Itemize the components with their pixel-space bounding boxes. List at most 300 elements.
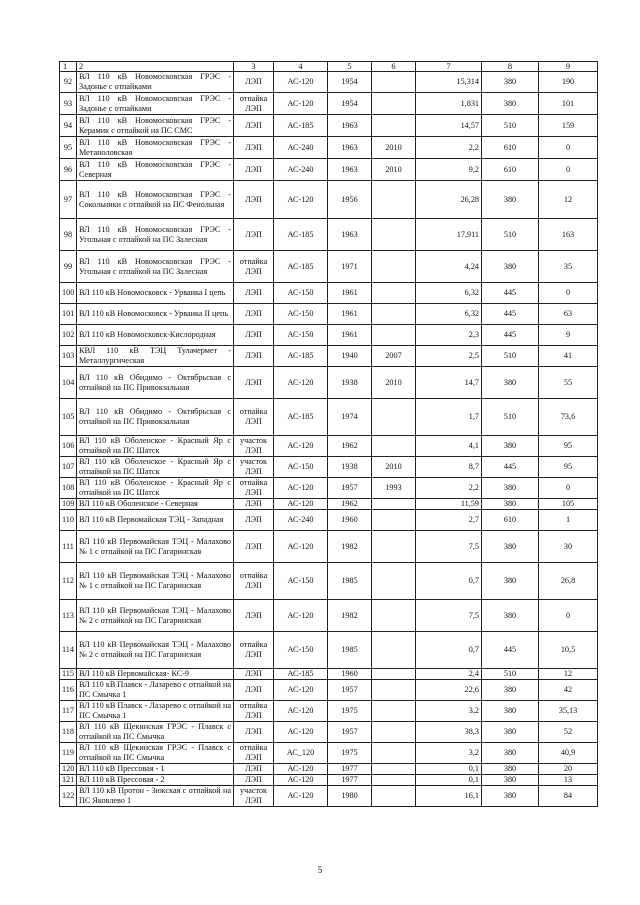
row-number-cell: 102 [60, 325, 77, 346]
year-rebuilt-cell [372, 722, 416, 743]
row-number-cell: 121 [60, 775, 77, 786]
line-length-cell: 0,7 [416, 563, 482, 600]
load-value-cell: 0 [539, 283, 598, 304]
wire-brand-cell: АС-120 [274, 701, 328, 722]
load-value-cell: 73,6 [539, 399, 598, 436]
line-name-cell: ВЛ 110 кВ Новомосковск-Кислородная [77, 325, 234, 346]
year-built-cell: 1975 [328, 701, 372, 722]
year-built-cell: 1960 [328, 510, 372, 531]
year-built-cell: 1957 [328, 722, 372, 743]
wire-brand-cell: АС-240 [274, 510, 328, 531]
current-limit-cell: 380 [482, 722, 539, 743]
table-row [60, 436, 598, 457]
year-rebuilt-cell [372, 775, 416, 786]
load-value-cell: 95 [539, 457, 598, 478]
wire-brand-cell: АС-120 [274, 367, 328, 399]
row-number-cell: 115 [60, 669, 77, 680]
current-limit-cell: 445 [482, 457, 539, 478]
current-limit-cell: 380 [482, 72, 539, 93]
line-name-cell: ВЛ 110 кВ Новомосковская ГРЭС - Северная [77, 159, 234, 181]
current-limit-cell: 380 [482, 680, 539, 701]
current-limit-cell: 610 [482, 159, 539, 181]
row-number-cell: 116 [60, 680, 77, 701]
wire-brand-cell: АС-185 [274, 669, 328, 680]
table-body [60, 62, 598, 807]
load-value-cell: 40,9 [539, 743, 598, 764]
current-limit-cell: 380 [482, 764, 539, 775]
object-type-cell: ЛЭП [234, 181, 274, 219]
line-name-cell: ВЛ 110 кВ Щекинская ГРЭС - Плавск с отпайкой на ПС Смычка [77, 743, 234, 764]
table-row [60, 563, 598, 600]
year-rebuilt-cell [372, 701, 416, 722]
year-rebuilt-cell: 2010 [372, 159, 416, 181]
line-name-cell: ВЛ 110 кВ Прессовая - 1 [77, 764, 234, 775]
year-built-cell: 1971 [328, 251, 372, 283]
year-built-cell: 1954 [328, 72, 372, 93]
table-row [60, 531, 598, 563]
wire-brand-cell: АС-240 [274, 159, 328, 181]
table-row [60, 251, 598, 283]
line-length-cell: 38,3 [416, 722, 482, 743]
year-built-cell: 1980 [328, 786, 372, 807]
table-row [60, 764, 598, 775]
row-number-cell: 103 [60, 346, 77, 367]
wire-brand-cell: АС-120 [274, 531, 328, 563]
table-row [60, 159, 598, 181]
line-name-cell: ВЛ 110 кВ Щекинская ГРЭС - Плавск с отпайкой на ПС Смычка [77, 722, 234, 743]
line-length-cell: 4,1 [416, 436, 482, 457]
year-rebuilt-cell [372, 283, 416, 304]
wire-brand-cell: АС-120 [274, 93, 328, 115]
table-row [60, 632, 598, 669]
load-value-cell: 105 [539, 499, 598, 510]
object-type-cell: участок ЛЭП [234, 436, 274, 457]
table-row [60, 786, 598, 807]
table-row [60, 325, 598, 346]
current-limit-cell: 380 [482, 531, 539, 563]
year-rebuilt-cell: 2010 [372, 367, 416, 399]
row-number-cell: 105 [60, 399, 77, 436]
load-value-cell: 0 [539, 137, 598, 159]
load-value-cell: 0 [539, 600, 598, 632]
wire-brand-cell: АС-150 [274, 325, 328, 346]
object-type-cell: ЛЭП [234, 137, 274, 159]
current-limit-cell: 380 [482, 181, 539, 219]
row-number-cell: 111 [60, 531, 77, 563]
load-value-cell: 95 [539, 436, 598, 457]
line-length-cell: 7,5 [416, 600, 482, 632]
line-name-cell: ВЛ 110 кВ Новомосковская ГРЭС - Угольная с отпайкой на ПС Залесная [77, 251, 234, 283]
year-built-cell: 1961 [328, 325, 372, 346]
row-number-cell: 117 [60, 701, 77, 722]
load-value-cell: 20 [539, 764, 598, 775]
object-type-cell: ЛЭП [234, 283, 274, 304]
table-row [60, 478, 598, 499]
current-limit-cell: 380 [482, 775, 539, 786]
table-row [60, 93, 598, 115]
row-number-cell: 122 [60, 786, 77, 807]
row-number-cell: 92 [60, 72, 77, 93]
line-length-cell: 1,7 [416, 399, 482, 436]
header-cell-3: 3 [234, 62, 274, 72]
current-limit-cell: 610 [482, 510, 539, 531]
load-value-cell: 84 [539, 786, 598, 807]
row-number-cell: 119 [60, 743, 77, 764]
year-rebuilt-cell [372, 399, 416, 436]
table-row [60, 399, 598, 436]
year-built-cell: 1954 [328, 93, 372, 115]
table-row [60, 219, 598, 251]
header-cell-7: 7 [416, 62, 482, 72]
load-value-cell: 35,13 [539, 701, 598, 722]
object-type-cell: ЛЭП [234, 219, 274, 251]
wire-brand-cell: АС-150 [274, 457, 328, 478]
object-type-cell: ЛЭП [234, 346, 274, 367]
load-value-cell: 55 [539, 367, 598, 399]
wire-brand-cell: АС_120 [274, 743, 328, 764]
wire-brand-cell: АС-240 [274, 137, 328, 159]
wire-brand-cell: АС-185 [274, 251, 328, 283]
table-row [60, 137, 598, 159]
object-type-cell: отпайка ЛЭП [234, 93, 274, 115]
table-row [60, 743, 598, 764]
load-value-cell: 41 [539, 346, 598, 367]
load-value-cell: 13 [539, 775, 598, 786]
line-length-cell: 6,32 [416, 283, 482, 304]
line-name-cell: ВЛ 110 кВ Новомосковская ГРЭС - Задонье с отпайками [77, 93, 234, 115]
line-name-cell: ВЛ 110 кВ Первомайская ТЭЦ - Малахово № 1 с отпайкой на ПС Гагаринская [77, 531, 234, 563]
object-type-cell: отпайка ЛЭП [234, 251, 274, 283]
current-limit-cell: 380 [482, 563, 539, 600]
load-value-cell: 12 [539, 181, 598, 219]
line-name-cell: ВЛ 110 кВ Первомайская ТЭЦ - Малахово № 2 с отпайкой на ПС Гагаринская [77, 632, 234, 669]
object-type-cell: отпайка ЛЭП [234, 399, 274, 436]
table-row [60, 510, 598, 531]
table-row [60, 701, 598, 722]
wire-brand-cell: АС-150 [274, 283, 328, 304]
current-limit-cell: 380 [482, 743, 539, 764]
table-row [60, 304, 598, 325]
load-value-cell: 26,8 [539, 563, 598, 600]
row-number-cell: 104 [60, 367, 77, 399]
year-built-cell: 1940 [328, 346, 372, 367]
line-length-cell: 2,2 [416, 478, 482, 499]
wire-brand-cell: АС-150 [274, 304, 328, 325]
year-rebuilt-cell [372, 93, 416, 115]
row-number-cell: 114 [60, 632, 77, 669]
year-rebuilt-cell [372, 563, 416, 600]
row-number-cell: 107 [60, 457, 77, 478]
wire-brand-cell: АС-120 [274, 181, 328, 219]
table-row [60, 680, 598, 701]
year-built-cell: 1977 [328, 764, 372, 775]
current-limit-cell: 510 [482, 669, 539, 680]
year-built-cell: 1975 [328, 743, 372, 764]
object-type-cell: отпайка ЛЭП [234, 478, 274, 499]
year-built-cell: 1961 [328, 304, 372, 325]
row-number-cell: 112 [60, 563, 77, 600]
object-type-cell: ЛЭП [234, 159, 274, 181]
line-length-cell: 2,3 [416, 325, 482, 346]
line-length-cell: 8,7 [416, 457, 482, 478]
year-built-cell: 1938 [328, 367, 372, 399]
object-type-cell: ЛЭП [234, 722, 274, 743]
object-type-cell: ЛЭП [234, 680, 274, 701]
line-name-cell: ВЛ 110 кВ Плавск - Лазарево с отпайкой на ПС Смычка 1 [77, 701, 234, 722]
line-name-cell: ВЛ 110 кВ Оболенское - Красный Яр с отпайкой на ПС Шатск [77, 457, 234, 478]
line-length-cell: 14,7 [416, 367, 482, 399]
year-rebuilt-cell: 1993 [372, 478, 416, 499]
year-built-cell: 1963 [328, 159, 372, 181]
table-row [60, 367, 598, 399]
table-header-row [60, 62, 598, 72]
load-value-cell: 1 [539, 510, 598, 531]
current-limit-cell: 380 [482, 786, 539, 807]
year-rebuilt-cell [372, 764, 416, 775]
line-name-cell: ВЛ 110 кВ Новомосковск - Урваика II цепь [77, 304, 234, 325]
year-rebuilt-cell [372, 304, 416, 325]
current-limit-cell: 380 [482, 367, 539, 399]
current-limit-cell: 445 [482, 325, 539, 346]
wire-brand-cell: АС-185 [274, 219, 328, 251]
table-row [60, 669, 598, 680]
line-name-cell: ВЛ 110 кВ Новомосковская ГРЭС - Метаноловская [77, 137, 234, 159]
header-cell-8: 8 [482, 62, 539, 72]
header-cell-2: 2 [77, 62, 234, 72]
line-length-cell: 1,831 [416, 93, 482, 115]
load-value-cell: 63 [539, 304, 598, 325]
load-value-cell: 0 [539, 159, 598, 181]
year-rebuilt-cell [372, 251, 416, 283]
line-length-cell: 0,1 [416, 764, 482, 775]
line-length-cell: 0,1 [416, 775, 482, 786]
line-length-cell: 6,32 [416, 304, 482, 325]
row-number-cell: 100 [60, 283, 77, 304]
table-row [60, 499, 598, 510]
load-value-cell: 52 [539, 722, 598, 743]
row-number-cell: 98 [60, 219, 77, 251]
current-limit-cell: 380 [482, 93, 539, 115]
year-rebuilt-cell [372, 531, 416, 563]
wire-brand-cell: АС-120 [274, 680, 328, 701]
line-length-cell: 26,28 [416, 181, 482, 219]
object-type-cell: ЛЭП [234, 115, 274, 137]
year-built-cell: 1938 [328, 457, 372, 478]
object-type-cell: отпайка ЛЭП [234, 632, 274, 669]
line-length-cell: 15,314 [416, 72, 482, 93]
object-type-cell: ЛЭП [234, 72, 274, 93]
year-rebuilt-cell [372, 115, 416, 137]
line-name-cell: ВЛ 110 кВ Оболенское - Красный Яр с отпайкой на ПС Шатск [77, 478, 234, 499]
year-rebuilt-cell [372, 600, 416, 632]
row-number-cell: 108 [60, 478, 77, 499]
load-value-cell: 12 [539, 669, 598, 680]
line-name-cell: ВЛ 110 кВ Обидимо - Октябрьская с отпайкой на ПС Привокзальная [77, 367, 234, 399]
current-limit-cell: 380 [482, 600, 539, 632]
wire-brand-cell: АС-120 [274, 72, 328, 93]
header-cell-1: 1 [60, 62, 77, 72]
line-length-cell: 3,2 [416, 743, 482, 764]
line-name-cell: ВЛ 110 кВ Первомайская ТЭЦ - Западная [77, 510, 234, 531]
year-rebuilt-cell [372, 786, 416, 807]
line-length-cell: 11,59 [416, 499, 482, 510]
line-name-cell: ВЛ 110 кВ Новомосковск - Урваика I цепь [77, 283, 234, 304]
wire-brand-cell: АС-150 [274, 632, 328, 669]
line-length-cell: 3,2 [416, 701, 482, 722]
year-rebuilt-cell: 2010 [372, 137, 416, 159]
row-number-cell: 95 [60, 137, 77, 159]
header-cell-6: 6 [372, 62, 416, 72]
wire-brand-cell: АС-120 [274, 786, 328, 807]
header-cell-9: 9 [539, 62, 598, 72]
table-row [60, 181, 598, 219]
line-length-cell: 2,2 [416, 137, 482, 159]
line-name-cell: ВЛ 110 кВ Оболенское - Северная [77, 499, 234, 510]
line-length-cell: 9,2 [416, 159, 482, 181]
object-type-cell: ЛЭП [234, 531, 274, 563]
object-type-cell: ЛЭП [234, 669, 274, 680]
year-built-cell: 1957 [328, 478, 372, 499]
line-length-cell: 0,7 [416, 632, 482, 669]
object-type-cell: ЛЭП [234, 325, 274, 346]
row-number-cell: 99 [60, 251, 77, 283]
line-length-cell: 4,24 [416, 251, 482, 283]
line-name-cell: ВЛ 110 кВ Протон - Зюкская с отпайкой на ПС Яковлево 1 [77, 786, 234, 807]
wire-brand-cell: АС-120 [274, 600, 328, 632]
load-value-cell: 9 [539, 325, 598, 346]
row-number-cell: 109 [60, 499, 77, 510]
year-built-cell: 1960 [328, 669, 372, 680]
table-row [60, 722, 598, 743]
year-built-cell: 1957 [328, 680, 372, 701]
object-type-cell: отпайка ЛЭП [234, 563, 274, 600]
line-name-cell: ВЛ 110 кВ Новомосковская ГРЭС - Керамик с отпайкой на ПС СМС [77, 115, 234, 137]
row-number-cell: 101 [60, 304, 77, 325]
row-number-cell: 94 [60, 115, 77, 137]
current-limit-cell: 380 [482, 499, 539, 510]
object-type-cell: отпайка ЛЭП [234, 743, 274, 764]
line-length-cell: 7,5 [416, 531, 482, 563]
load-value-cell: 30 [539, 531, 598, 563]
year-rebuilt-cell: 2010 [372, 457, 416, 478]
page-number: 5 [317, 865, 323, 875]
header-cell-4: 4 [274, 62, 328, 72]
year-built-cell: 1963 [328, 137, 372, 159]
object-type-cell: ЛЭП [234, 775, 274, 786]
load-value-cell: 163 [539, 219, 598, 251]
wire-brand-cell: АС-120 [274, 775, 328, 786]
year-built-cell: 1985 [328, 563, 372, 600]
current-limit-cell: 510 [482, 115, 539, 137]
year-built-cell: 1974 [328, 399, 372, 436]
year-rebuilt-cell: 2007 [372, 346, 416, 367]
year-built-cell: 1982 [328, 531, 372, 563]
wire-brand-cell: АС-185 [274, 346, 328, 367]
table-row [60, 115, 598, 137]
row-number-cell: 106 [60, 436, 77, 457]
current-limit-cell: 510 [482, 399, 539, 436]
row-number-cell: 93 [60, 93, 77, 115]
object-type-cell: ЛЭП [234, 499, 274, 510]
line-name-cell: КВЛ 110 кВ ТЭЦ Тулачермет - Металлургическая [77, 346, 234, 367]
table-row [60, 283, 598, 304]
year-built-cell: 1963 [328, 115, 372, 137]
year-built-cell: 1962 [328, 499, 372, 510]
row-number-cell: 110 [60, 510, 77, 531]
line-name-cell: ВЛ 110 кВ Первомайская ТЭЦ - Малахово № 2 с отпайкой на ПС Гагаринская [77, 600, 234, 632]
year-rebuilt-cell [372, 325, 416, 346]
load-value-cell: 35 [539, 251, 598, 283]
year-rebuilt-cell [372, 72, 416, 93]
load-value-cell: 10,5 [539, 632, 598, 669]
lines-table [59, 61, 598, 807]
wire-brand-cell: АС-120 [274, 722, 328, 743]
object-type-cell: ЛЭП [234, 600, 274, 632]
line-name-cell: ВЛ 110 кВ Плавск - Лазарево с отпайкой на ПС Смычка 1 [77, 680, 234, 701]
object-type-cell: ЛЭП [234, 510, 274, 531]
current-limit-cell: 380 [482, 478, 539, 499]
year-rebuilt-cell [372, 669, 416, 680]
load-value-cell: 42 [539, 680, 598, 701]
current-limit-cell: 445 [482, 632, 539, 669]
wire-brand-cell: АС-150 [274, 563, 328, 600]
wire-brand-cell: АС-120 [274, 764, 328, 775]
year-built-cell: 1961 [328, 283, 372, 304]
year-rebuilt-cell [372, 181, 416, 219]
current-limit-cell: 380 [482, 251, 539, 283]
table-row [60, 600, 598, 632]
year-rebuilt-cell [372, 743, 416, 764]
row-number-cell: 97 [60, 181, 77, 219]
year-built-cell: 1956 [328, 181, 372, 219]
line-length-cell: 2,4 [416, 669, 482, 680]
table-row [60, 72, 598, 93]
year-rebuilt-cell [372, 680, 416, 701]
line-length-cell: 2,5 [416, 346, 482, 367]
table-row [60, 346, 598, 367]
year-built-cell: 1982 [328, 600, 372, 632]
row-number-cell: 120 [60, 764, 77, 775]
line-length-cell: 22,6 [416, 680, 482, 701]
wire-brand-cell: АС-185 [274, 115, 328, 137]
year-rebuilt-cell [372, 632, 416, 669]
object-type-cell: ЛЭП [234, 304, 274, 325]
line-length-cell: 16,1 [416, 786, 482, 807]
line-name-cell: ВЛ 110 кВ Прессовая - 2 [77, 775, 234, 786]
object-type-cell: ЛЭП [234, 764, 274, 775]
wire-brand-cell: АС-120 [274, 478, 328, 499]
year-rebuilt-cell [372, 436, 416, 457]
object-type-cell: ЛЭП [234, 367, 274, 399]
current-limit-cell: 610 [482, 137, 539, 159]
line-name-cell: ВЛ 110 кВ Оболенское - Красный Яр с отпайкой на ПС Шатск [77, 436, 234, 457]
current-limit-cell: 510 [482, 346, 539, 367]
line-name-cell: ВЛ 110 кВ Первомайская- КС-9 [77, 669, 234, 680]
current-limit-cell: 510 [482, 219, 539, 251]
year-built-cell: 1977 [328, 775, 372, 786]
row-number-cell: 113 [60, 600, 77, 632]
year-rebuilt-cell [372, 499, 416, 510]
object-type-cell: участок ЛЭП [234, 457, 274, 478]
object-type-cell: участок ЛЭП [234, 786, 274, 807]
load-value-cell: 190 [539, 72, 598, 93]
current-limit-cell: 380 [482, 701, 539, 722]
line-name-cell: ВЛ 110 кВ Первомайская ТЭЦ - Малахово № 1 с отпайкой на ПС Гагаринская [77, 563, 234, 600]
line-name-cell: ВЛ 110 кВ Новомосковская ГРЭС - Угольная с отпайкой на ПС Залесная [77, 219, 234, 251]
header-cell-5: 5 [328, 62, 372, 72]
wire-brand-cell: АС-120 [274, 499, 328, 510]
wire-brand-cell: АС-120 [274, 436, 328, 457]
